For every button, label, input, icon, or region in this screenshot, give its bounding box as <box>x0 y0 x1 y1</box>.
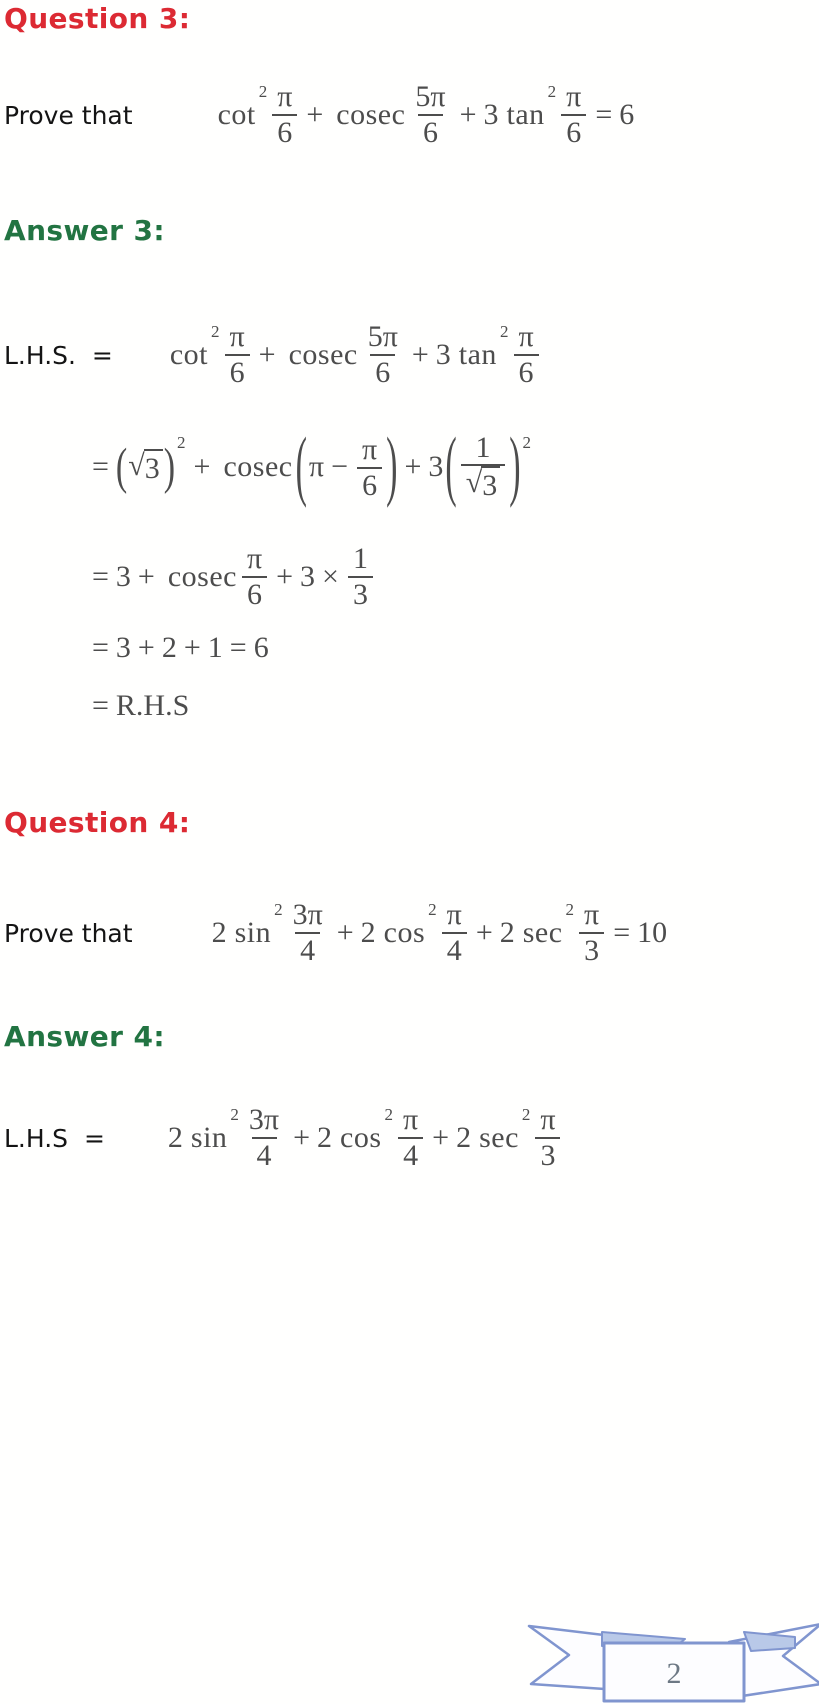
answer-3-line-5 <box>92 684 190 728</box>
lhs-label: L.H.S. = <box>4 340 113 370</box>
prove-that-label: Prove that <box>4 918 133 948</box>
answer-3-formula-4: = 3 + 2 + 1 = 6 <box>92 630 269 664</box>
question-4-formula: 2 sin $^2$ $\frac{3\pi}{4}$ + 2 cos $^2$ $\frac{\pi}{4}$ + 2 sec $^2$ $\frac{\pi}{3}$ = 10 <box>211 898 668 967</box>
question-4-heading: Question 4: <box>4 806 191 839</box>
answer-3-line-1 <box>4 308 542 402</box>
answer-4-line-1 <box>4 1092 564 1184</box>
page-number: 2 <box>666 1657 682 1690</box>
lhs-label: L.H.S = <box>4 1123 105 1153</box>
question-4-statement-row <box>4 888 668 978</box>
answer-3-line-2 <box>92 415 533 520</box>
answer-4-heading: Answer 4: <box>4 1020 165 1053</box>
answer-3-formula-3: = 3 + cosec $\frac{\pi}{6}$ + 3 × $\frac{1}{3}$ <box>92 542 376 611</box>
question-3-statement-row <box>4 70 635 160</box>
answer-3-formula-5: = R.H.S <box>92 688 190 722</box>
answer-4-formula-1: 2 sin $^2$ $\frac{3\pi}{4}$ + 2 cos $^2$ $\frac{\pi}{4}$ + 2 sec $^2$ $\frac{\pi}{3}$ <box>167 1103 564 1172</box>
question-3-formula: cot $^2$ $\frac{\pi}{6}$ + cosec $\frac{5\pi}{6}$ + 3 tan $^2$ $\frac{\pi}{6}$ = 6 <box>217 80 635 149</box>
answer-3-heading: Answer 3: <box>4 214 165 247</box>
page-number-ribbon-icon <box>489 1620 819 1704</box>
answer-3-formula-1: cot $^2$ $\frac{\pi}{6}$ + cosec $\frac{5\pi}{6}$ + 3 tan $^2$ $\frac{\pi}{6}$ <box>163 320 542 389</box>
answer-3-line-3 <box>92 532 376 622</box>
question-3-heading: Question 3: <box>4 2 191 35</box>
prove-that-label: Prove that <box>4 100 133 130</box>
answer-3-formula-2: = ( √ 3 ) $^2$ + cosec ( π − $\frac{\pi}{6}$ ) + 3 ( 1 √ 3 ) $^2$ <box>92 423 532 509</box>
answer-3-line-4 <box>92 626 270 670</box>
